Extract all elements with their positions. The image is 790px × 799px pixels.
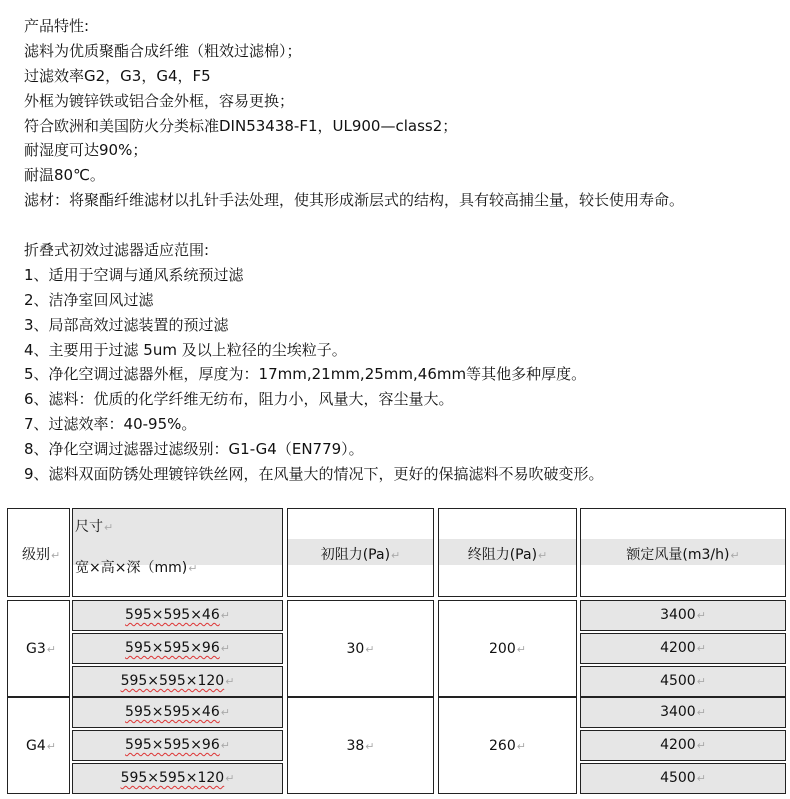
- size-cell: [72, 666, 283, 697]
- airflow-cell: [580, 697, 786, 728]
- airflow-value: 4200↵: [660, 737, 706, 753]
- application-item: 1、适用于空调与通风系统预过滤: [24, 265, 244, 284]
- size-value: 595×595×46↵: [125, 607, 230, 623]
- application-item: 6、滤料：优质的化学纤维无纺布，阻力小，风量大，容尘量大。: [24, 390, 454, 409]
- header-grade-cell: [7, 508, 70, 597]
- application-item: 4、主要用于过滤 5um 及以上粒径的尘埃粒子。: [24, 340, 347, 359]
- initial-resistance-cell: [287, 600, 434, 697]
- size-value: 595×595×96↵: [125, 737, 230, 753]
- header-size-line1: 尺寸↵: [75, 519, 114, 535]
- final-resistance-value: 200↵: [489, 641, 526, 657]
- application-item: 8、净化空调过滤器过滤级别：G1-G4（EN779）。: [24, 440, 364, 459]
- header-size-cell: [72, 508, 283, 597]
- feature-line: 符合欧洲和美国防火分类标准DIN53438-F1，UL900—class2；: [24, 116, 458, 135]
- application-item: 3、局部高效过滤装置的预过滤: [24, 315, 229, 334]
- size-cell: [72, 600, 283, 631]
- paragraph-spacer: [24, 213, 784, 238]
- size-value: 595×595×120↵: [120, 770, 235, 786]
- airflow-value: 4200↵: [660, 640, 706, 656]
- airflow-cell: [580, 633, 786, 664]
- airflow-value: 4500↵: [660, 673, 706, 689]
- final-resistance-cell: [438, 697, 577, 794]
- initial-resistance-value: 30↵: [346, 641, 375, 657]
- spec-table: [7, 508, 786, 795]
- document-text: [24, 14, 784, 487]
- application-item: 9、滤料双面防锈处理镀锌铁丝网，在风量大的情况下，更好的保搞滤料不易吹破变形。: [24, 465, 604, 484]
- size-cell: [72, 697, 283, 728]
- header-airflow-cell: [580, 508, 786, 597]
- airflow-cell: [580, 666, 786, 697]
- size-value: 595×595×46↵: [125, 704, 230, 720]
- airflow-cell: [580, 600, 786, 631]
- application-item: 5、净化空调过滤器外框，厚度为：17mm,21mm,25mm,46mm等其他多种厚度。: [24, 365, 587, 384]
- final-resistance-value: 260↵: [489, 738, 526, 754]
- airflow-cell: [580, 763, 786, 794]
- size-cell: [72, 763, 283, 794]
- grade-label: G4↵: [26, 738, 56, 754]
- application-item: 7、过滤效率：40-95%。: [24, 415, 197, 434]
- header-rated-airflow: 额定风量(m3/h)↵: [626, 547, 740, 563]
- size-cell: [72, 633, 283, 664]
- grade-label: G3↵: [26, 641, 56, 657]
- feature-line: 耐温80℃。: [24, 166, 105, 185]
- header-initial-resistance: 初阻力(Pa)↵: [320, 547, 401, 563]
- feature-line: 过滤效率G2，G3，G4，F5: [24, 66, 211, 85]
- airflow-value: 3400↵: [660, 607, 706, 623]
- feature-line: 外框为镀锌铁或铝合金外框，容易更换；: [24, 91, 295, 110]
- airflow-value: 4500↵: [660, 770, 706, 786]
- airflow-cell: [580, 730, 786, 761]
- header-grade: 级别↵: [22, 547, 61, 563]
- application-item: 2、洁净室回风过滤: [24, 290, 154, 309]
- grade-cell: [7, 600, 70, 697]
- size-value: 595×595×120↵: [120, 673, 235, 689]
- applications-heading: 折叠式初效过滤器适应范围:: [24, 241, 210, 260]
- feature-line: 滤材：将聚酯纤维滤材以扎针手法处理，使其形成渐层式的结构，具有较高捕尘量，较长使用寿命。: [24, 191, 685, 210]
- size-cell: [72, 730, 283, 761]
- feature-line: 滤料为优质聚酯合成纤维（粗效过滤棉）；: [24, 41, 302, 60]
- header-final-cell: [438, 508, 577, 597]
- final-resistance-cell: [438, 600, 577, 697]
- features-heading: 产品特性:: [24, 17, 90, 35]
- grade-cell: [7, 697, 70, 794]
- size-value: 595×595×96↵: [125, 640, 230, 656]
- initial-resistance-value: 38↵: [346, 738, 375, 754]
- header-size-line2: 宽×高×深（mm)↵: [75, 560, 198, 576]
- initial-resistance-cell: [287, 697, 434, 794]
- header-initial-cell: [287, 508, 434, 597]
- feature-line: 耐湿度可达90%；: [24, 141, 148, 160]
- airflow-value: 3400↵: [660, 704, 706, 720]
- header-final-resistance: 终阻力(Pa)↵: [467, 547, 548, 563]
